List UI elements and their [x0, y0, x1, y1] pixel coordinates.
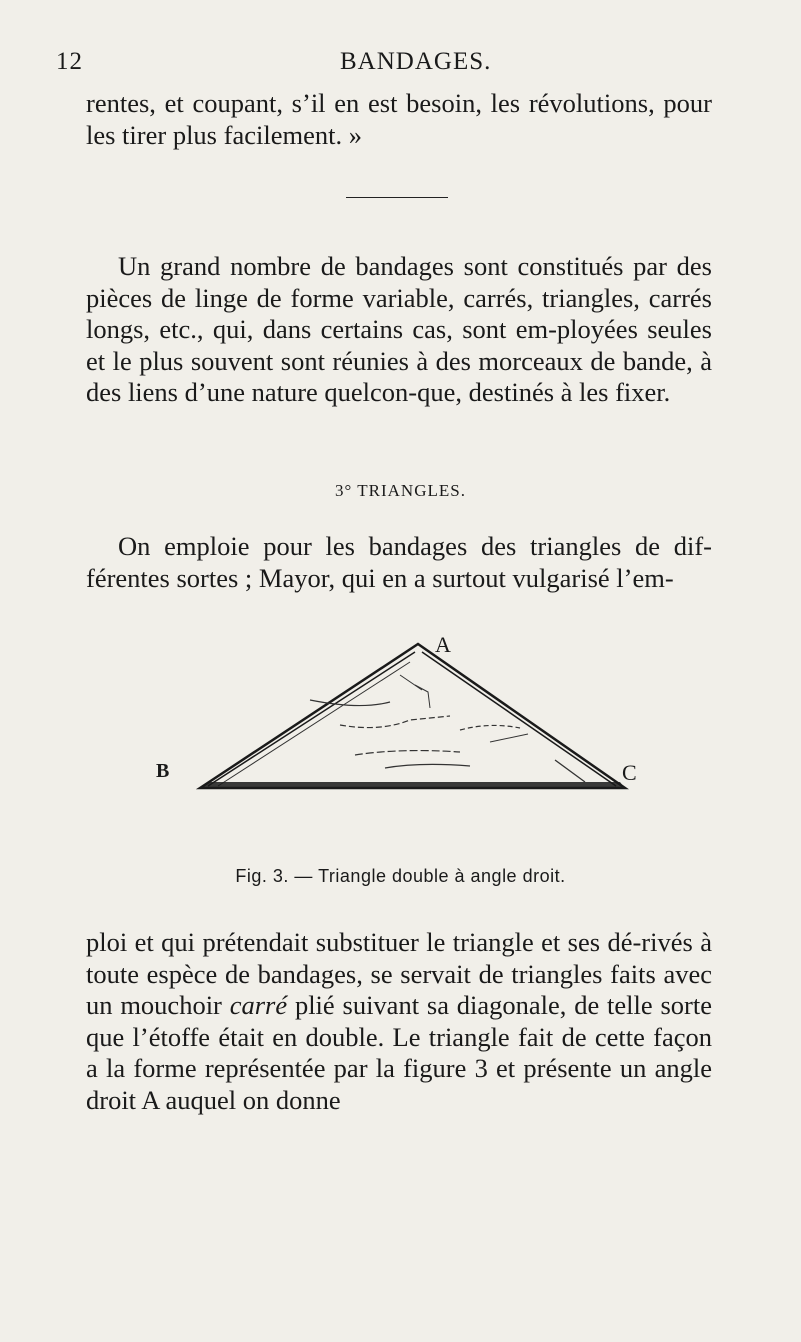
triangle-outline: [200, 644, 625, 788]
triangle-fold-right: [422, 652, 616, 786]
paragraph-mayor-part1: ploi et qui prétendait substituer le triangle et ses dé-rivés à toute espèce de bandages, se servait de triangles faits avec un mouchoir: [86, 927, 712, 1020]
triangle-drapery-9: [400, 675, 422, 690]
vertex-label-c: C: [622, 760, 637, 785]
triangle-drapery-7: [555, 760, 585, 782]
paragraph-triangles-intro: On emploie pour les bandages des triangles de dif-férentes sortes ; Mayor, qui en a surtout vulgarisé l’em-: [86, 531, 712, 593]
vertex-label-a: A: [435, 632, 451, 657]
paragraph-mayor-italic: carré: [229, 990, 288, 1020]
triangle-fold-left-2: [218, 662, 410, 786]
triangle-drapery-6: [490, 734, 528, 742]
vertex-label-b: B: [156, 760, 170, 782]
page-header: [56, 48, 676, 82]
triangle-figure: [156, 630, 640, 800]
triangle-fold-left: [208, 652, 415, 786]
figure-caption: Fig. 3. — Triangle double à angle droit.: [235, 866, 566, 886]
section-heading: 3° TRIANGLES.: [335, 481, 466, 500]
paragraph-bandages-pieces: Un grand nombre de bandages sont constitués par des pièces de linge de forme variable, carrés, triangles, carrés longs, etc., qui, dans certains cas, sont em-ployées seules et le plus souvent sont réunies à des morceaux de bande, à des liens d’une nature quelcon-que, destinés à les fixer.: [86, 251, 712, 407]
triangle-drapery-4: [385, 764, 470, 768]
running-title: BANDAGES.: [340, 48, 492, 75]
triangle-base-shading: [202, 782, 624, 787]
paragraph-mayor: [86, 927, 712, 1116]
triangle-drapery-2: [340, 716, 450, 728]
page-number: 12: [56, 48, 83, 75]
paragraph-mayor-part2: plié suivant sa diagonale, de telle sorte que l’étoffe était en double. Le triangle fait de cette façon a la forme représentée par la figure 3 et présente un angle droit A auquel on donne: [86, 990, 713, 1115]
paragraph-continuation: rentes, et coupant, s’il en est besoin, les révolutions, pour les tirer plus facilement. »: [86, 88, 712, 150]
triangle-illustration: [160, 630, 640, 800]
triangle-drapery-3: [355, 751, 460, 755]
triangle-drapery-8: [415, 685, 430, 708]
triangle-drapery-5: [460, 725, 520, 730]
section-divider: [346, 197, 448, 198]
